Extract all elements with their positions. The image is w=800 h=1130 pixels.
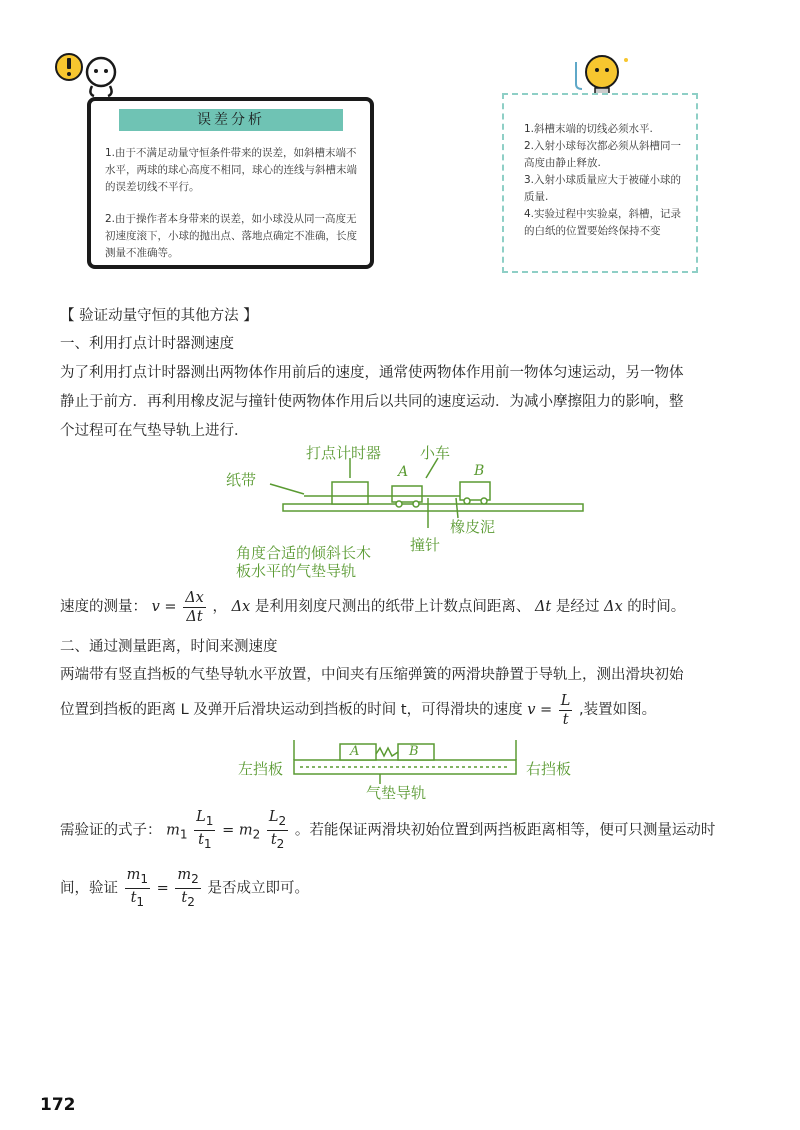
verify-t1-letter: t: [198, 831, 204, 848]
verify-2-den-1-sub: 1: [136, 894, 145, 909]
verify-formula-line: [60, 808, 715, 854]
speed-numerator: Δx: [185, 589, 204, 606]
timer-box: [332, 482, 368, 504]
method-2-title: 二、通过测量距离，时间来测速度: [60, 639, 278, 655]
method-2-line-2-text: 位置到挡板的距离 L 及弹开后滑块运动到挡板的时间 t，可得滑块的速度: [60, 702, 523, 718]
spring: [376, 748, 398, 756]
method-1-line: 为了利用打点计时器测出两物体作用前后的速度，通常使两物体作用前一物体匀速运动，另一物体: [60, 365, 684, 381]
verify-2-eq: =: [156, 880, 169, 897]
label-left-baffle: 左挡板: [238, 760, 284, 778]
label-right-baffle: 右挡板: [526, 760, 572, 778]
verify-2-den-2: [175, 889, 200, 911]
note-item: 2.入射小球每次都必须从斜槽同一高度由静止释放.: [524, 140, 682, 169]
label-needle: 撞针: [410, 536, 441, 554]
section-header: 【 验证动量守恒的其他方法 】: [60, 308, 258, 324]
cart-a: [392, 486, 422, 502]
verify-2-den-2-letter: t: [181, 889, 188, 906]
method-1-line: 静止于前方．再利用橡皮泥与撞针使两物体作用后以共同的速度运动．为减小摩擦阻力的影响，整: [60, 394, 684, 410]
verify-eq: =: [222, 822, 235, 839]
verify-l2: [267, 808, 288, 831]
verify-l2-letter: L: [268, 809, 279, 825]
speed-dt: Δt: [534, 599, 552, 615]
verify-fraction-1: [194, 808, 215, 853]
verify-2-num-1-sub: 1: [140, 871, 149, 886]
verify-2-num-2-letter: m: [177, 867, 192, 883]
velocity-eq: =: [540, 702, 553, 718]
verify-t2: [267, 831, 288, 853]
verify-l2-sub: 2: [278, 813, 287, 828]
page-number: 172: [40, 1095, 76, 1115]
verify-t1: [194, 831, 215, 853]
velocity-fraction: [559, 692, 573, 729]
verify-2-prefix: 间，验证: [60, 880, 118, 897]
label-a: A: [398, 464, 409, 480]
verify-2-num-1: [125, 866, 150, 889]
method-2-line-1: 两端带有竖直挡板的气垫导轨水平放置，中间夹有压缩弹簧的两滑块静置于导轨上，测出滑块初始: [60, 667, 684, 683]
velocity-v: v: [527, 702, 536, 718]
verify-2-fraction-2: [175, 866, 200, 911]
speed-prefix: 速度的测量：: [60, 599, 147, 615]
error-analysis-point-1: 1.由于不满足动量守恒条件带来的误差，如斜槽末端不水平，两球的球心高度不相同，球心的连线与斜槽末端的误差切线不平行。: [105, 147, 357, 193]
verify-2-num-2-sub: 2: [191, 871, 199, 886]
speed-fraction: [183, 589, 206, 626]
label-b: B: [474, 463, 485, 479]
verify-m2: m: [238, 822, 253, 839]
error-analysis-title: 误差分析: [119, 109, 343, 131]
verify-fraction-2: [267, 808, 288, 853]
verify-m1-sub: 1: [179, 827, 188, 842]
clay-arrow: [456, 498, 458, 518]
verify-prefix: 需验证的式子：: [60, 822, 162, 839]
verify-2-line: [60, 866, 309, 911]
label-track-1: 角度合适的倾斜长木: [236, 544, 372, 562]
verify-2-den-1-letter: t: [130, 889, 137, 906]
verify-t2-letter: t: [270, 831, 277, 848]
error-analysis-point-2: 2.由于操作者本身带来的误差，如小球没从同一高度无初速度滚下，小球的抛出点、落地点确定不准确，长度测量不准确等。: [105, 213, 357, 259]
air-track-diagram: [280, 738, 530, 788]
speed-mid: 是利用刻度尺测出的纸带上计数点间距离、: [254, 599, 531, 615]
speed-end: 的时间。: [627, 599, 686, 615]
air-track: [283, 504, 583, 511]
velocity-numerator: L: [560, 692, 571, 709]
verify-2-num-2: [175, 866, 200, 889]
verify-t2-sub: 2: [276, 836, 285, 851]
speed-formula-line: [60, 588, 685, 626]
speed-comma: ，: [212, 599, 227, 615]
method-1-line: 个过程可在气垫导轨上进行．: [60, 423, 249, 439]
label-tape: 纸带: [226, 471, 257, 489]
mascot-icon: [52, 50, 122, 102]
slider-a-label: A: [350, 744, 360, 759]
verify-2-num-1-letter: m: [126, 867, 141, 883]
error-analysis-box: [87, 97, 374, 269]
note-item: 3.入射小球质量应大于被碰小球的质量.: [524, 174, 682, 203]
cart-b: [460, 482, 490, 500]
verify-m2-sub: 2: [252, 827, 261, 842]
method-2-line-2-end: ,装置如图。: [579, 702, 657, 718]
verify-suffix: 。若能保证两滑块初始位置到两挡板距离相等，便可只测量运动时: [294, 822, 716, 839]
verify-l1: [194, 808, 215, 831]
verify-2-suffix: 是否成立即可。: [207, 880, 309, 897]
label-cart: 小车: [420, 444, 451, 462]
verify-m1: m: [166, 822, 180, 839]
speed-dx-2: Δx: [603, 599, 623, 615]
speed-dx: Δx: [231, 599, 251, 615]
label-clay: 橡皮泥: [450, 518, 496, 536]
label-air-track: 气垫导轨: [366, 784, 427, 802]
notes-box: [502, 93, 698, 273]
method-1-title: 一、利用打点计时器测速度: [60, 336, 234, 352]
label-timer: 打点计时器: [306, 444, 382, 462]
verify-l1-letter: L: [196, 809, 206, 825]
verify-2-fraction-1: [125, 866, 150, 911]
tape-arrow: [270, 484, 304, 494]
speed-eq: =: [164, 599, 177, 615]
notes-list: [524, 121, 689, 240]
verify-l1-sub: 1: [205, 813, 214, 828]
speed-denominator: Δt: [186, 608, 203, 625]
label-track-2: 板水平的气垫导轨: [236, 562, 357, 580]
verify-t1-sub: 1: [203, 836, 212, 851]
slider-b-label: B: [409, 744, 419, 759]
speed-mid2: 是经过: [555, 599, 600, 615]
verify-2-den-1: [125, 889, 150, 911]
note-item: 4.实验过程中实验桌，斜槽，记录的白纸的位置要始终保持不变: [524, 208, 682, 237]
note-item: 1.斜槽末端的切线必须水平.: [524, 123, 653, 135]
verify-2-den-2-sub: 2: [187, 894, 195, 909]
method-2-line-2: [60, 690, 656, 730]
velocity-denominator: t: [562, 711, 569, 728]
speed-v: v: [151, 599, 160, 615]
